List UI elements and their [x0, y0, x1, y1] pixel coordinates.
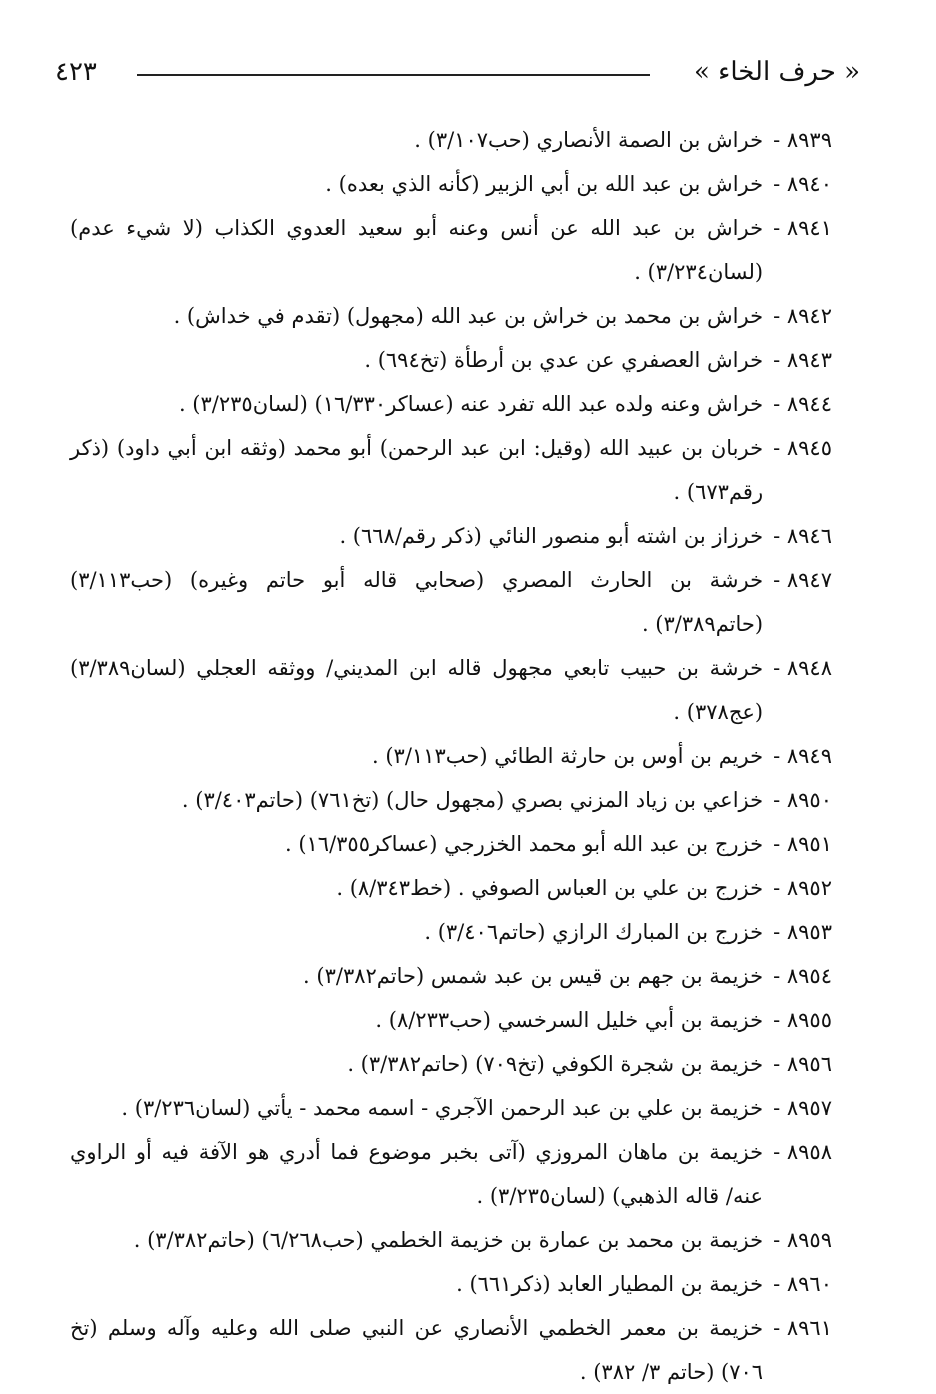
entry-number: ٨٩٥١ - [773, 832, 832, 856]
entry-number: ٨٩٥٧ - [773, 1096, 832, 1120]
entry-text: خراش وعنه ولده عبد الله تفرد عنه (عساكر١٦/٣٣٠) (لسان٣/٢٣٥) . [178, 392, 764, 416]
biography-entry [70, 734, 832, 778]
entry-text: خراش بن محمد بن خراش بن عبد الله (مجهول) (تقدم في خداش) . [173, 304, 764, 328]
entry-text: خراش بن عبد الله بن أبي الزبير (كأنه الذي بعده) . [325, 172, 764, 196]
entry-number: ٨٩٤٧ - [773, 568, 832, 592]
biography-entry [70, 998, 832, 1042]
entry-number: ٨٩٤٩ - [773, 744, 832, 768]
biography-entry [70, 910, 832, 954]
entry-number: ٨٩٥٠ - [773, 788, 832, 812]
entry-text: خزيمة بن علي بن عبد الرحمن الآجري - اسمه محمد - يأتي (لسان٣/٢٣٦) . [121, 1096, 764, 1120]
biography-entry [70, 338, 832, 382]
biography-entry [70, 1218, 832, 1262]
biography-entry [70, 1130, 832, 1218]
entry-text: خزيمة بن معمر الخطمي الأنصاري عن النبي صلى الله وعليه وآله وسلم (تخ ٧٠٦) (حاتم ٣/ ٣٨٢) . [70, 1316, 764, 1384]
entry-text: خزيمة بن محمد بن عمارة بن خزيمة الخطمي (حب٦/٢٦٨) (حاتم٣/٣٨٢) . [133, 1228, 764, 1252]
biography-entry [70, 1086, 832, 1130]
entry-text: خراش بن عبد الله عن أنس وعنه أبو سعيد العدوي الكذاب (لا شيء عدم) (لسان٣/٢٣٤) . [70, 216, 764, 284]
biography-entry [70, 558, 832, 646]
entry-number: ٨٩٤٣ - [773, 348, 832, 372]
biography-entry [70, 294, 832, 338]
entry-number: ٨٩٤٢ - [773, 304, 832, 328]
biography-entry [70, 118, 832, 162]
entry-text: خزيمة بن ماهان المروزي (آتى بخبر موضوع فما أدري هو الآفة فيه أو الراوي عنه/ قاله الذهبي) (لسان٣/٢٣٥) . [70, 1140, 764, 1208]
entry-number: ٨٩٥٨ - [773, 1140, 832, 1164]
entry-number: ٨٩٥٩ - [773, 1228, 832, 1252]
biography-entry [70, 514, 832, 558]
biography-entry [70, 382, 832, 426]
entry-number: ٨٩٥٥ - [773, 1008, 832, 1032]
entry-text: خزيمة بن أبي خليل السرخسي (حب٨/٢٣٣) . [375, 1008, 764, 1032]
biography-entry [70, 822, 832, 866]
entry-text: خزيمة بن شجرة الكوفي (تخ٧٠٩) (حاتم٣/٣٨٢) . [347, 1052, 764, 1076]
biography-entry [70, 778, 832, 822]
header-rule [137, 74, 650, 76]
entry-number: ٨٩٤١ - [773, 216, 832, 240]
entry-text: خرشة بن الحارث المصري (صحابي قاله أبو حاتم وغيره) (حب٣/١١٣) (حاتم٣/٣٨٩) . [70, 568, 764, 636]
entry-text: خرشة بن حبيب تابعي مجهول قاله ابن المديني/ ووثقه العجلي (لسان٣/٣٨٩) (عج٣٧٨) . [70, 656, 764, 724]
running-title: « حرف الخاء » [693, 57, 860, 87]
biography-entry [70, 1042, 832, 1086]
entry-number: ٨٩٤٠ - [773, 172, 832, 196]
page-header [55, 52, 860, 92]
entry-text: خزيمة بن جهم بن قيس بن عبد شمس (حاتم٣/٣٨٢) . [303, 964, 764, 988]
entry-number: ٨٩٦٠ - [773, 1272, 832, 1296]
entry-text: خربان بن عبيد الله (وقيل: ابن عبد الرحمن) أبو محمد (وثقه ابن أبي داود) (ذكر رقم٦٧٣) . [70, 436, 764, 504]
page-number: ٤٢٣ [55, 57, 97, 87]
biography-entry [70, 954, 832, 998]
entry-text: خزرج بن علي بن العباس الصوفي . (خط٨/٣٤٣) . [336, 876, 764, 900]
biography-entry [70, 162, 832, 206]
entry-text: خزيمة بن المطيار العابد (ذكر٦٦١) . [456, 1272, 764, 1296]
entry-list [70, 118, 832, 1394]
entry-text: خرزاز بن اشته أبو منصور النائي (ذكر رقم/٦٦٨) . [339, 524, 764, 548]
biography-entry [70, 866, 832, 910]
biography-entry [70, 1262, 832, 1306]
biography-entry [70, 1306, 832, 1394]
entry-number: ٨٩٥٦ - [773, 1052, 832, 1076]
biography-entry [70, 206, 832, 294]
entry-text: خزرج بن المبارك الرازي (حاتم٣/٤٠٦) . [424, 920, 764, 944]
entry-number: ٨٩٤٥ - [773, 436, 832, 460]
entry-text: خراش العصفري عن عدي بن أرطأة (تخ٦٩٤) . [364, 348, 764, 372]
entry-number: ٨٩٤٤ - [773, 392, 832, 416]
entry-text: خريم بن أوس بن حارثة الطائي (حب٣/١١٣) . [372, 744, 764, 768]
entry-number: ٨٩٤٦ - [773, 524, 832, 548]
biography-entry [70, 646, 832, 734]
entry-text: خزرج بن عبد الله أبو محمد الخزرجي (عساكر١٦/٣٥٥) . [284, 832, 764, 856]
entry-number: ٨٩٥٤ - [773, 964, 832, 988]
entry-text: خراش بن الصمة الأنصاري (حب٣/١٠٧) . [414, 128, 764, 152]
biography-entry [70, 426, 832, 514]
entry-number: ٨٩٥٣ - [773, 920, 832, 944]
entry-number: ٨٩٤٨ - [773, 656, 832, 680]
entry-text: خزاعي بن زياد المزني بصري (مجهول حال) (تخ٧٦١) (حاتم٣/٤٠٣) . [181, 788, 764, 812]
entry-number: ٨٩٦١ - [773, 1316, 832, 1340]
entry-number: ٨٩٥٢ - [773, 876, 832, 900]
entry-number: ٨٩٣٩ - [773, 128, 832, 152]
